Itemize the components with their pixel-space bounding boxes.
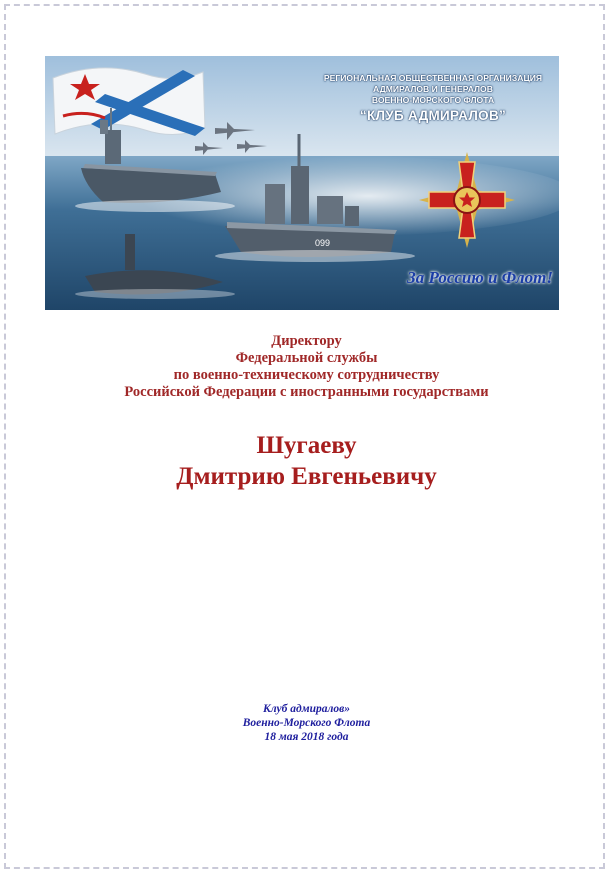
addressee-line: Российской Федерации с иностранными государствами	[124, 384, 489, 400]
footer-org: Клуб адмиралов»	[262, 703, 351, 715]
addressee-line: по военно-техническому сотрудничеству	[173, 367, 440, 383]
signature-block	[0, 702, 613, 744]
header-banner	[45, 56, 559, 310]
ship-number: 099	[315, 238, 331, 248]
footer-date: 18 мая 2018 года	[264, 731, 349, 743]
organization-title	[313, 73, 553, 124]
footer-fleet: Военно-Морского Флота	[242, 717, 371, 729]
org-line: ВОЕННО-МОРСКОГО ФЛОТА	[371, 95, 495, 105]
club-name: “КЛУБ АДМИРАЛОВ”	[359, 108, 507, 123]
recipient-given-names: Дмитрию Евгеньевичу	[176, 463, 437, 490]
recipient-surname: Шугаеву	[256, 432, 357, 459]
org-line: АДМИРАЛОВ И ГЕНЕРАЛОВ	[373, 84, 493, 94]
addressee-line: Директору	[271, 333, 342, 349]
addressee-block	[0, 333, 613, 401]
naval-flag	[53, 68, 205, 136]
recipient-name	[0, 430, 613, 492]
motto: За Россию и Флот!	[407, 268, 553, 287]
org-line: РЕГИОНАЛЬНАЯ ОБЩЕСТВЕННАЯ ОРГАНИЗАЦИЯ	[323, 73, 543, 83]
addressee-line: Федеральной службы	[235, 350, 378, 366]
